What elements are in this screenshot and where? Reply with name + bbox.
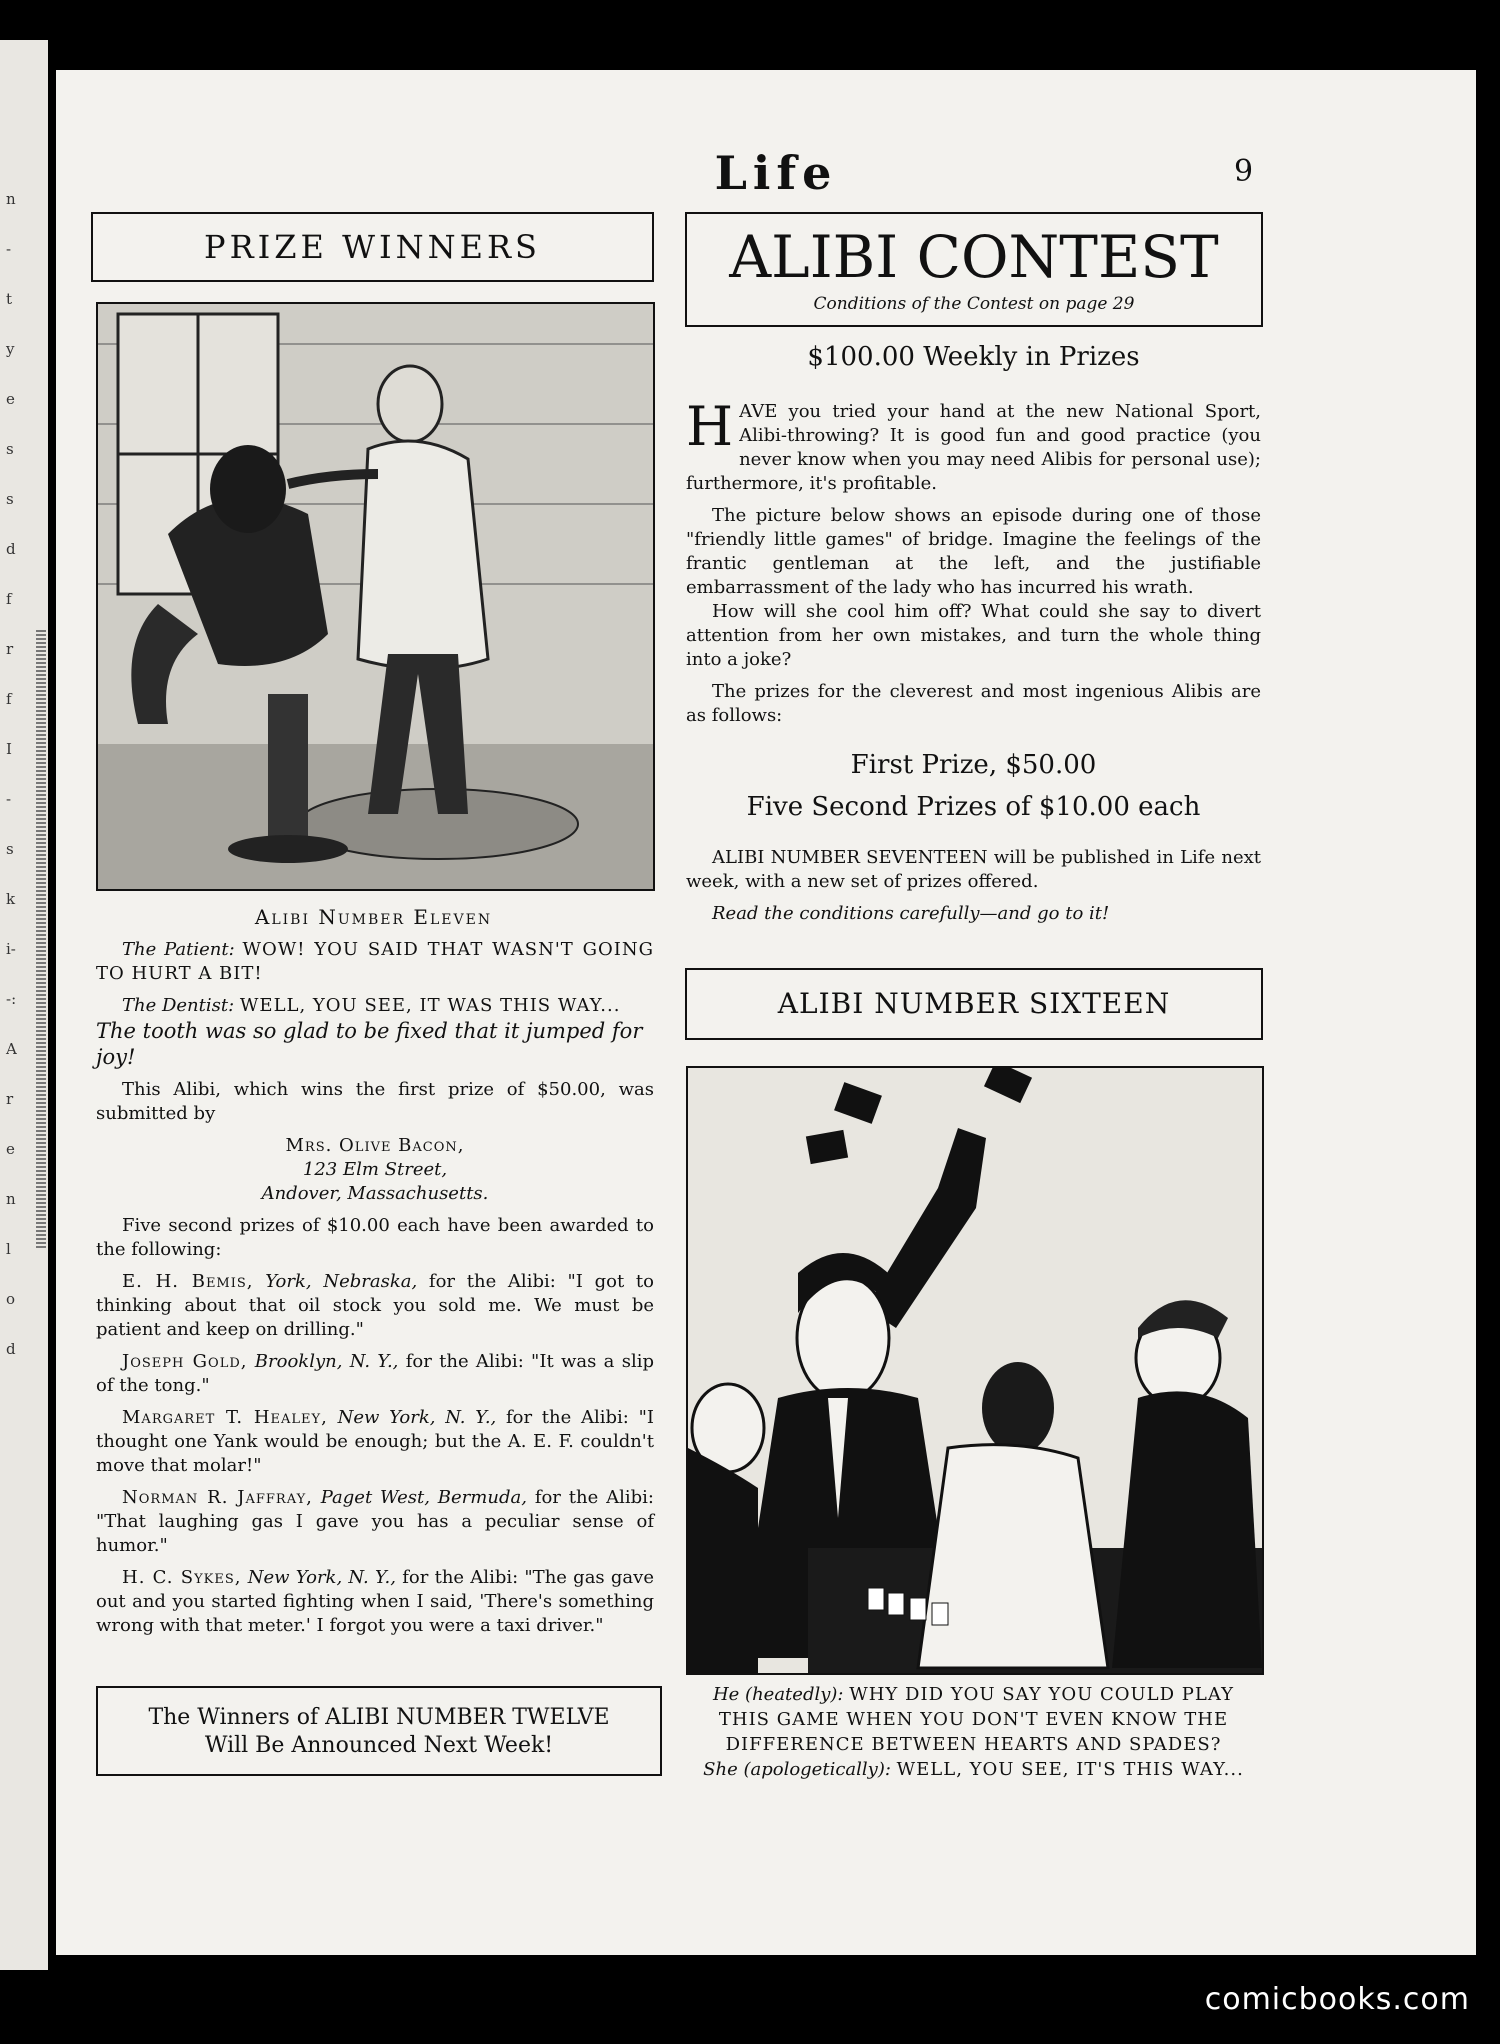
contest-para-3: How will she cool him off? What could she say to divert attention from her own mistakes, and turn the whole thing into a joke?	[686, 601, 1261, 670]
prize-winners-title: PRIZE WINNERS	[91, 212, 654, 282]
winner-entry-place: New York, N. Y.,	[337, 1407, 497, 1428]
margin-letter: e	[6, 1140, 15, 1158]
margin-letter: n	[6, 1190, 16, 1208]
winner-entry-text: for the Alibi: "I got to thinking about that oil stock you sold me. We must be patient and keep on drilling."	[96, 1271, 654, 1340]
margin-letter: -:	[6, 990, 17, 1008]
alibi-contest-title: ALIBI CONTEST	[729, 223, 1219, 291]
winner-entry-text: for the Alibi: "I thought one Yank would be enough; but the A. E. F. couldn't move that molar!"	[96, 1407, 654, 1476]
margin-letter: o	[6, 1290, 16, 1308]
alibi-sixteen-title: ALIBI NUMBER SIXTEEN	[685, 968, 1263, 1040]
alibi-sixteen-caption	[686, 1682, 1261, 1782]
drop-cap: H	[686, 395, 734, 458]
dentist-illustration	[96, 302, 655, 891]
contest-para-4: The prizes for the cleverest and most ingenious Alibis are as follows:	[686, 681, 1261, 726]
winner-entry-name: Margaret T. Healey,	[122, 1407, 328, 1428]
winner-entry-name: Norman R. Jaffray,	[122, 1487, 313, 1508]
winner-entry	[96, 1486, 654, 1558]
second-prize-winners	[96, 1270, 654, 1638]
contest-para-1-text: AVE you tried your hand at the new National Sport, Alibi-throwing? It is good fun and good practice (you never know when you may need Alibis for personal use); furthermore, it's profitable.	[686, 401, 1261, 494]
page-number: 9	[1234, 154, 1254, 189]
next-week-announcement	[96, 1686, 662, 1776]
winner-entry-place: Brooklyn, N. Y.,	[254, 1351, 399, 1372]
masthead: Life	[714, 146, 838, 200]
margin-letter: d	[6, 1340, 16, 1358]
winner-entry	[96, 1406, 654, 1478]
weekly-prizes-headline: $100.00 Weekly in Prizes	[807, 342, 1140, 372]
margin-letter: A	[6, 1040, 17, 1058]
winner-city: Andover, Massachusetts.	[261, 1183, 489, 1204]
winner-entry-place: Paget West, Bermuda,	[320, 1487, 527, 1508]
patient-speaker: The Patient:	[122, 939, 235, 960]
winner-entry-place: York, Nebraska,	[265, 1271, 418, 1292]
margin-letter: f	[6, 690, 12, 708]
adjacent-page-texture	[36, 630, 46, 1250]
margin-letter: s	[6, 490, 14, 508]
first-prize-note: This Alibi, which wins the first prize of $50.00, was submitted by	[96, 1079, 654, 1124]
bridge-game-illustration	[686, 1066, 1264, 1675]
margin-letter: l	[6, 1240, 11, 1258]
site-watermark: comicbooks.com	[1204, 1982, 1470, 2017]
closing-line: Read the conditions carefully—and go to it!	[712, 903, 1110, 924]
margin-letter: f	[6, 590, 12, 608]
contest-para-2: The picture below shows an episode during one of those "friendly little games" of bridge. Imagine the feelings of the frantic gentleman at the left, and the justifiable embarrassment of the lady who has incurred his wrath.	[686, 505, 1261, 598]
dentist-speaker: The Dentist:	[122, 995, 235, 1016]
next-alibi-note	[686, 846, 1261, 934]
winner-entry	[96, 1566, 654, 1638]
margin-letter: i-	[6, 940, 16, 958]
contest-text	[686, 395, 1261, 736]
she-text: WELL, YOU SEE, IT'S THIS WAY...	[896, 1759, 1244, 1780]
magazine-page	[56, 70, 1476, 1955]
winner-entry-text: for the Alibi: "That laughing gas I gave you has a peculiar sense of humor."	[96, 1487, 654, 1556]
winning-punchline: The tooth was so glad to be fixed that it jumped for joy!	[96, 1019, 643, 1069]
margin-letter: r	[6, 640, 14, 658]
first-prize-headline: First Prize, $50.00	[850, 750, 1097, 780]
he-speaker: He (heatedly):	[712, 1684, 844, 1705]
margin-letter: k	[6, 890, 16, 908]
winner-entry-name: H. C. Sykes,	[122, 1567, 242, 1588]
dentist-line: WELL, YOU SEE, IT WAS THIS WAY...	[239, 995, 621, 1016]
second-prizes-intro: Five second prizes of $10.00 each have been awarded to the following:	[96, 1215, 654, 1260]
margin-letter: -	[6, 240, 12, 258]
margin-letter: I	[6, 740, 12, 758]
next-week-line-2: Will Be Announced Next Week!	[204, 1733, 554, 1758]
he-text: WHY DID YOU SAY YOU COULD PLAY THIS GAME WHEN YOU DON'T EVEN KNOW THE DIFFERENCE BETWEEN HEARTS AND SPADES?	[718, 1684, 1235, 1755]
next-alibi-text: ALIBI NUMBER SEVENTEEN will be published in Life next week, with a new set of prizes offered.	[686, 847, 1261, 892]
winner-entry-text: for the Alibi: "It was a slip of the tong."	[96, 1351, 654, 1396]
prize-winners-text	[96, 938, 654, 1646]
margin-letter: e	[6, 390, 15, 408]
alibi-eleven-caption: Alibi Number Eleven	[254, 905, 493, 929]
margin-letter: y	[6, 340, 15, 358]
winner-entry-name: E. H. Bemis,	[122, 1271, 254, 1292]
winner-street: 123 Elm Street,	[302, 1159, 448, 1180]
winner-entry-text: for the Alibi: "The gas gave out and you started fighting when I said, 'There's something wrong with that meter.' I forgot you were a taxi driver."	[96, 1567, 654, 1636]
margin-letter: n	[6, 190, 16, 208]
winner-entry	[96, 1270, 654, 1342]
alibi-contest-subtitle: Conditions of the Contest on page 29	[813, 294, 1135, 314]
she-speaker: She (apologetically):	[703, 1759, 891, 1780]
contest-para-1	[686, 395, 1261, 496]
patient-line: WOW! YOU SAID THAT WASN'T GOING TO HURT A BIT!	[96, 939, 654, 984]
winner-entry-place: New York, N. Y.,	[247, 1567, 396, 1588]
alibi-contest-header	[685, 212, 1263, 327]
next-week-line-1: The Winners of ALIBI NUMBER TWELVE	[148, 1705, 610, 1730]
winner-entry	[96, 1350, 654, 1398]
margin-letter: d	[6, 540, 16, 558]
adjacent-page-edge	[0, 40, 48, 1970]
margin-letter: s	[6, 440, 14, 458]
patient-quote	[96, 938, 654, 986]
margin-letter: r	[6, 1090, 14, 1108]
margin-letter: t	[6, 290, 13, 308]
winner-entry-name: Joseph Gold,	[122, 1351, 248, 1372]
dentist-quote	[96, 994, 654, 1018]
margin-letter: s	[6, 840, 14, 858]
she-line	[686, 1757, 1261, 1782]
winner-name: Mrs. Olive Bacon,	[285, 1135, 465, 1156]
second-prizes-headline: Five Second Prizes of $10.00 each	[746, 792, 1201, 822]
margin-letter: -	[6, 790, 12, 808]
he-line	[686, 1682, 1261, 1757]
